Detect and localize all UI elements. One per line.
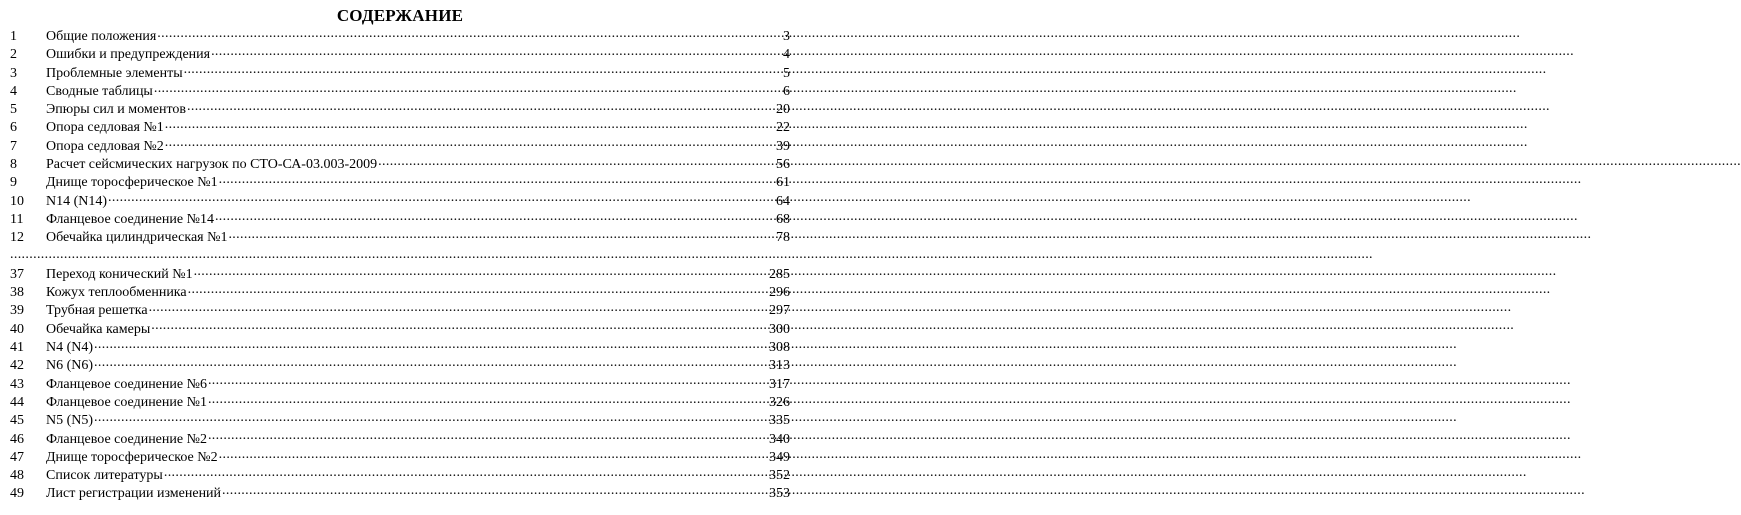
toc-entry-number: 37 bbox=[10, 266, 24, 282]
toc-dot-leader bbox=[149, 300, 768, 314]
toc-dot-leader bbox=[194, 264, 768, 278]
toc-entry-number: 7 bbox=[10, 138, 17, 154]
toc-entry-number: 42 bbox=[10, 358, 24, 374]
toc-entry-label: N6 (N6) bbox=[46, 358, 94, 374]
toc-entry-label: Фланцевое соединение №6 bbox=[46, 376, 207, 392]
toc-entry-number: 38 bbox=[10, 285, 24, 301]
toc-entry-label: N4 (N4) bbox=[46, 340, 94, 356]
toc-entry[interactable] bbox=[10, 447, 790, 465]
toc-entry[interactable] bbox=[10, 117, 790, 135]
toc-entry-label: Переход конический №1 bbox=[46, 266, 193, 282]
toc-entry[interactable] bbox=[10, 264, 790, 282]
toc-entry-number: 48 bbox=[10, 468, 24, 484]
toc-entry[interactable] bbox=[10, 429, 790, 447]
toc-entry-page: 349 bbox=[769, 449, 790, 465]
toc-dot-leader bbox=[208, 392, 768, 406]
toc-entry[interactable] bbox=[10, 227, 790, 245]
toc-entry-number: 44 bbox=[10, 394, 24, 410]
toc-entry-label: Список литературы bbox=[46, 468, 163, 484]
toc-entry-number: 43 bbox=[10, 376, 24, 392]
toc-entry-page: 317 bbox=[769, 376, 790, 392]
toc-entry-number: 49 bbox=[10, 486, 24, 502]
toc-entry[interactable] bbox=[10, 26, 790, 44]
toc-dot-leader bbox=[215, 209, 775, 223]
toc-dot-leader bbox=[165, 136, 775, 150]
toc-entry-page: 300 bbox=[769, 321, 790, 337]
toc-entry[interactable] bbox=[10, 300, 790, 318]
toc-entry-label: Обечайка цилиндрическая №1 bbox=[46, 230, 228, 246]
toc-omission-dots: .................................................................................................................................................................................................................................................................................................................................................................. bbox=[10, 246, 1373, 262]
toc-entry-number: 40 bbox=[10, 321, 24, 337]
toc-dot-leader bbox=[94, 355, 768, 369]
toc-entry-page: 64 bbox=[776, 193, 790, 209]
toc-entry-label: Фланцевое соединение №14 bbox=[46, 211, 214, 227]
toc-dot-leader bbox=[228, 227, 775, 241]
toc-entry-label: Сводные таблицы bbox=[46, 83, 153, 99]
toc-dot-leader bbox=[219, 172, 775, 186]
toc-section-bottom bbox=[10, 264, 790, 502]
toc-dot-leader bbox=[208, 429, 768, 443]
toc-dot-leader bbox=[157, 26, 782, 40]
toc-entry-page: 297 bbox=[769, 303, 790, 319]
toc-entry-page: 313 bbox=[769, 358, 790, 374]
toc-entry[interactable] bbox=[10, 81, 790, 99]
toc-entry-label: Лист регистрации изменений bbox=[46, 486, 222, 502]
document-title: СОДЕРЖАНИЕ bbox=[336, 6, 464, 25]
toc-entry-label: Фланцевое соединение №1 bbox=[46, 394, 207, 410]
toc-entry-label: Фланцевое соединение №2 bbox=[46, 431, 207, 447]
toc-entry-label: Кожух теплообменника bbox=[46, 285, 187, 301]
toc-dot-leader bbox=[222, 483, 768, 497]
toc-entry-label: Трубная решетка bbox=[46, 303, 148, 319]
toc-entry[interactable] bbox=[10, 483, 790, 501]
toc-entry-label: Эпюры сил и моментов bbox=[46, 102, 186, 118]
toc-entry[interactable] bbox=[10, 355, 790, 373]
toc-entry-number: 41 bbox=[10, 340, 24, 356]
toc-entry[interactable] bbox=[10, 392, 790, 410]
toc-entry-label: Опора седловая №1 bbox=[46, 120, 164, 136]
toc-entry-page: 61 bbox=[776, 175, 790, 191]
toc-entry[interactable] bbox=[10, 136, 790, 154]
toc-entry-page: 352 bbox=[769, 468, 790, 484]
toc-entry-page: 285 bbox=[769, 266, 790, 282]
toc-section-top bbox=[10, 26, 790, 246]
toc-entry-page: 326 bbox=[769, 394, 790, 410]
toc-dot-leader bbox=[94, 337, 768, 351]
toc-dot-leader bbox=[165, 117, 775, 131]
toc-entry-number: 10 bbox=[10, 193, 24, 209]
toc-entry-number: 4 bbox=[10, 83, 17, 99]
toc-entry-page: 78 bbox=[776, 230, 790, 246]
toc-entry-number: 39 bbox=[10, 303, 24, 319]
toc-entry[interactable] bbox=[10, 63, 790, 81]
toc-entry-page: 22 bbox=[776, 120, 790, 136]
toc-entry[interactable] bbox=[10, 172, 790, 190]
toc-entry-page: 296 bbox=[769, 285, 790, 301]
toc-dot-leader bbox=[94, 410, 768, 424]
toc-entry-page: 335 bbox=[769, 413, 790, 429]
toc-entry-label: N14 (N14) bbox=[46, 193, 108, 209]
toc-entry-label: Ошибки и предупреждения bbox=[46, 47, 211, 63]
toc-dot-leader bbox=[164, 465, 768, 479]
toc-dot-leader bbox=[211, 44, 782, 58]
toc-entry-page: 39 bbox=[776, 138, 790, 154]
toc-entry-number: 45 bbox=[10, 413, 24, 429]
toc-entry-page: 4 bbox=[783, 47, 790, 63]
toc-dot-leader bbox=[378, 154, 775, 168]
toc-entry-number: 9 bbox=[10, 175, 17, 191]
toc-entry-label: Опора седловая №2 bbox=[46, 138, 164, 154]
table-of-contents bbox=[10, 26, 1373, 502]
toc-entry-number: 3 bbox=[10, 65, 17, 81]
toc-dot-leader bbox=[188, 282, 768, 296]
toc-omission-row bbox=[10, 246, 1373, 264]
toc-dot-leader bbox=[219, 447, 768, 461]
toc-entry-page: 5 bbox=[783, 65, 790, 81]
toc-entry-label: Днище торосферическое №1 bbox=[46, 175, 218, 191]
toc-dot-leader bbox=[208, 374, 768, 388]
toc-entry-page: 308 bbox=[769, 340, 790, 356]
toc-entry-label: N5 (N5) bbox=[46, 413, 94, 429]
toc-entry[interactable] bbox=[10, 282, 790, 300]
toc-dot-leader bbox=[187, 99, 775, 113]
toc-entry-page: 340 bbox=[769, 431, 790, 447]
toc-entry[interactable] bbox=[10, 410, 790, 428]
toc-entry-number: 47 bbox=[10, 449, 24, 465]
toc-entry-number: 2 bbox=[10, 47, 17, 63]
toc-dot-leader bbox=[151, 319, 768, 333]
toc-entry[interactable] bbox=[10, 319, 790, 337]
toc-entry-number: 6 bbox=[10, 120, 17, 136]
toc-dot-leader bbox=[108, 191, 775, 205]
toc-entry-number: 5 bbox=[10, 102, 17, 118]
toc-entry-label: Обечайка камеры bbox=[46, 321, 151, 337]
toc-entry-label: Проблемные элементы bbox=[46, 65, 183, 81]
toc-entry[interactable] bbox=[10, 44, 790, 62]
toc-entry[interactable] bbox=[10, 99, 790, 117]
toc-entry[interactable] bbox=[10, 154, 790, 172]
toc-dot-leader bbox=[184, 63, 782, 77]
toc-dot-leader bbox=[154, 81, 782, 95]
toc-entry-number: 1 bbox=[10, 29, 17, 44]
toc-entry[interactable] bbox=[10, 374, 790, 392]
toc-entry-page: 6 bbox=[783, 83, 790, 99]
toc-entry-page: 20 bbox=[776, 102, 790, 118]
toc-entry-number: 12 bbox=[10, 230, 24, 246]
toc-entry[interactable] bbox=[10, 465, 790, 483]
toc-entry-number: 46 bbox=[10, 431, 24, 447]
toc-entry[interactable] bbox=[10, 191, 790, 209]
toc-entry-page: 56 bbox=[776, 157, 790, 173]
toc-entry-page: 68 bbox=[776, 211, 790, 227]
toc-entry-label: Расчет сейсмических нагрузок по СТО-СА-03.003-2009 bbox=[46, 157, 378, 173]
toc-entry-number: 11 bbox=[10, 211, 24, 227]
toc-entry-page: 353 bbox=[769, 486, 790, 502]
toc-entry-page: 3 bbox=[783, 29, 790, 44]
toc-entry[interactable] bbox=[10, 337, 790, 355]
toc-entry-number: 8 bbox=[10, 157, 17, 173]
toc-entry-label: Общие положения bbox=[46, 29, 157, 44]
toc-entry-label: Днище торосферическое №2 bbox=[46, 449, 218, 465]
toc-entry[interactable] bbox=[10, 209, 790, 227]
